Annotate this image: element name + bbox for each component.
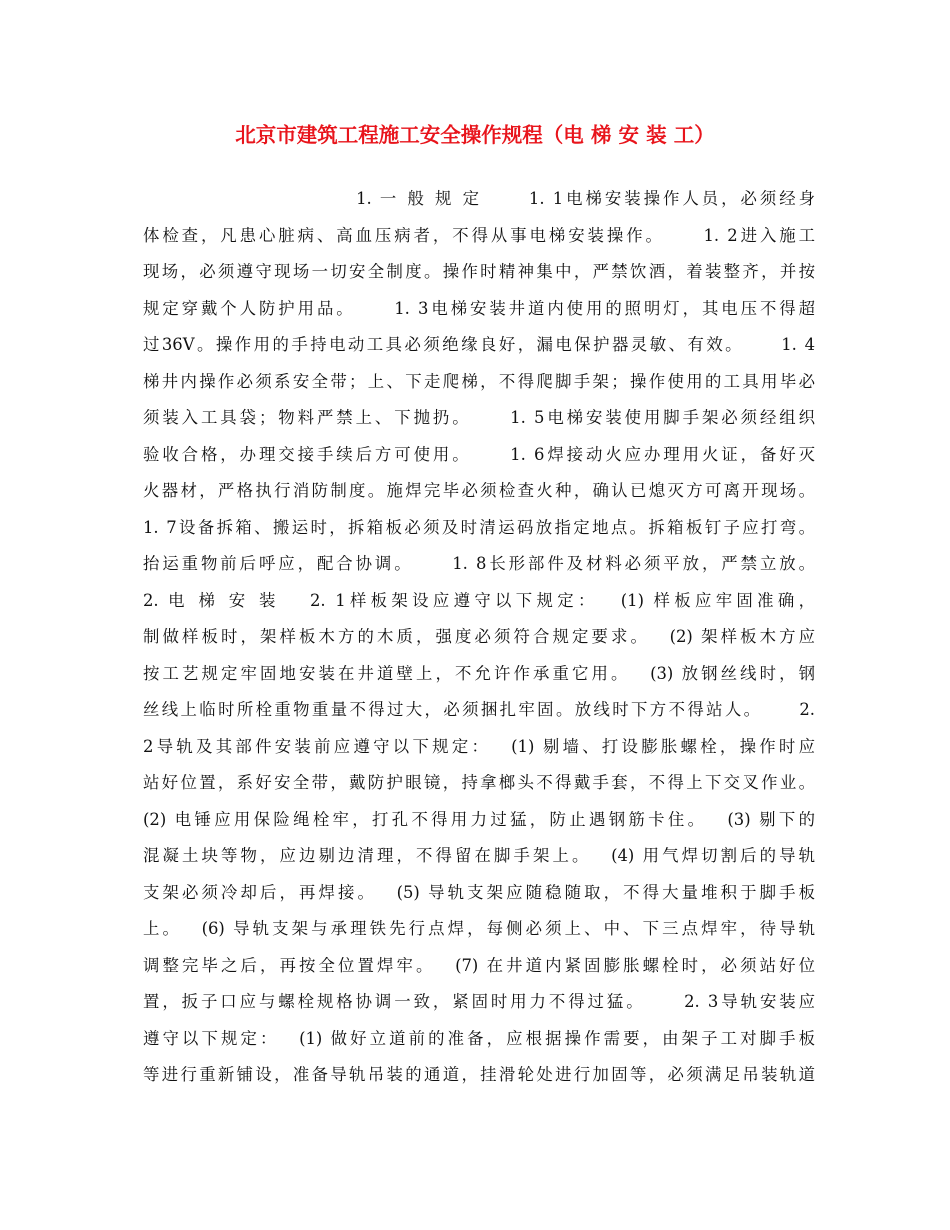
body-line: 支架必须冷却后，再焊接。 (5) 导轨支架应随稳随取，不得大量堆积于脚手板 — [143, 882, 815, 902]
body-line: 调整完毕之后，再按全位置焊牢。 (7) 在井道内紧固膨胀螺栓时，必须站好位 — [143, 955, 815, 975]
body-line: 遵守以下规定： (1) 做好立道前的准备，应根据操作需要，由架子工对脚手板 — [143, 1028, 815, 1048]
body-line: 须装入工具袋；物料严禁上、下抛扔。 1. 5电梯安装使用脚手架必须经组织 — [143, 408, 815, 427]
body-line: 体检查，凡患心脏病、高血压病者，不得从事电梯安装操作。 1. 2进入施工 — [143, 225, 815, 245]
body-line: 2导轨及其部件安装前应遵守以下规定： (1) 剔墙、打设膨胀螺栓，操作时应 — [143, 736, 815, 756]
body-line: 等进行重新铺设，准备导轨吊装的通道，挂滑轮处进行加固等，必须满足吊装轨道 — [143, 1065, 815, 1084]
document-title: 北京市建筑工程施工安全操作规程（电 梯 安 装 工） — [235, 123, 715, 147]
body-line: 制做样板时，架样板木方的木质，强度必须符合规定要求。 (2) 架样板木方应 — [143, 627, 815, 646]
body-line: 抬运重物前后呼应，配合协调。 1. 8长形部件及材料必须平放，严禁立放。 — [143, 554, 815, 573]
body-line: 验收合格，办理交接手续后方可使用。 1. 6焊接动火应办理用火证，备好灭 — [143, 444, 815, 464]
body-line: 火器材，严格执行消防制度。施焊完毕必须检查火种，确认已熄灭方可离开现场。 — [143, 481, 815, 500]
body-line: 过36V。操作用的手持电动工具必须绝缘良好，漏电保护器灵敏、有效。 1. 4 — [143, 335, 815, 354]
body-line: 1. 7设备拆箱、搬运时，拆箱板必须及时清运码放指定地点。拆箱板钉子应打弯。 — [143, 517, 815, 537]
body-line: 丝线上临时所栓重物重量不得过大，必须捆扎牢固。放线时下方不得站人。 2. — [143, 700, 815, 719]
body-line: 混凝土块等物，应边剔边清理，不得留在脚手架上。 (4) 用气焊切割后的导轨 — [143, 846, 815, 865]
body-line: 规定穿戴个人防护用品。 1. 3电梯安装井道内使用的照明灯，其电压不得超 — [143, 298, 815, 318]
body-line: 梯井内操作必须系安全带；上、下走爬梯，不得爬脚手架；操作使用的工具用毕必 — [143, 371, 815, 391]
body-line: 置，扳子口应与螺栓规格协调一致，紧固时用力不得过猛。 2. 3导轨安装应 — [143, 992, 815, 1011]
body-line: (2) 电锤应用保险绳栓牢，打孔不得用力过猛，防止遇钢筋卡住。 (3) 剔下的 — [143, 809, 815, 829]
body-line: 站好位置，系好安全带，戴防护眼镜，持拿榔头不得戴手套，不得上下交叉作业。 — [143, 773, 815, 792]
document-body — [143, 181, 815, 1094]
body-line: 按工艺规定牢固地安装在井道壁上，不允许作承重它用。 (3) 放钢丝线时，钢 — [143, 663, 815, 683]
body-line: 上。 (6) 导轨支架与承理铁先行点焊，每侧必须上、中、下三点焊牢，待导轨 — [143, 919, 815, 938]
body-line: 现场，必须遵守现场一切安全制度。操作时精神集中，严禁饮酒，着装整齐，并按 — [143, 262, 815, 281]
body-line: 2. 电 梯 安 装 2. 1样板架设应遵守以下规定： (1) 样板应牢固准确， — [143, 590, 815, 610]
body-line: 1. 一 般 规 定 1. 1电梯安装操作人员，必须经身 — [143, 189, 815, 208]
